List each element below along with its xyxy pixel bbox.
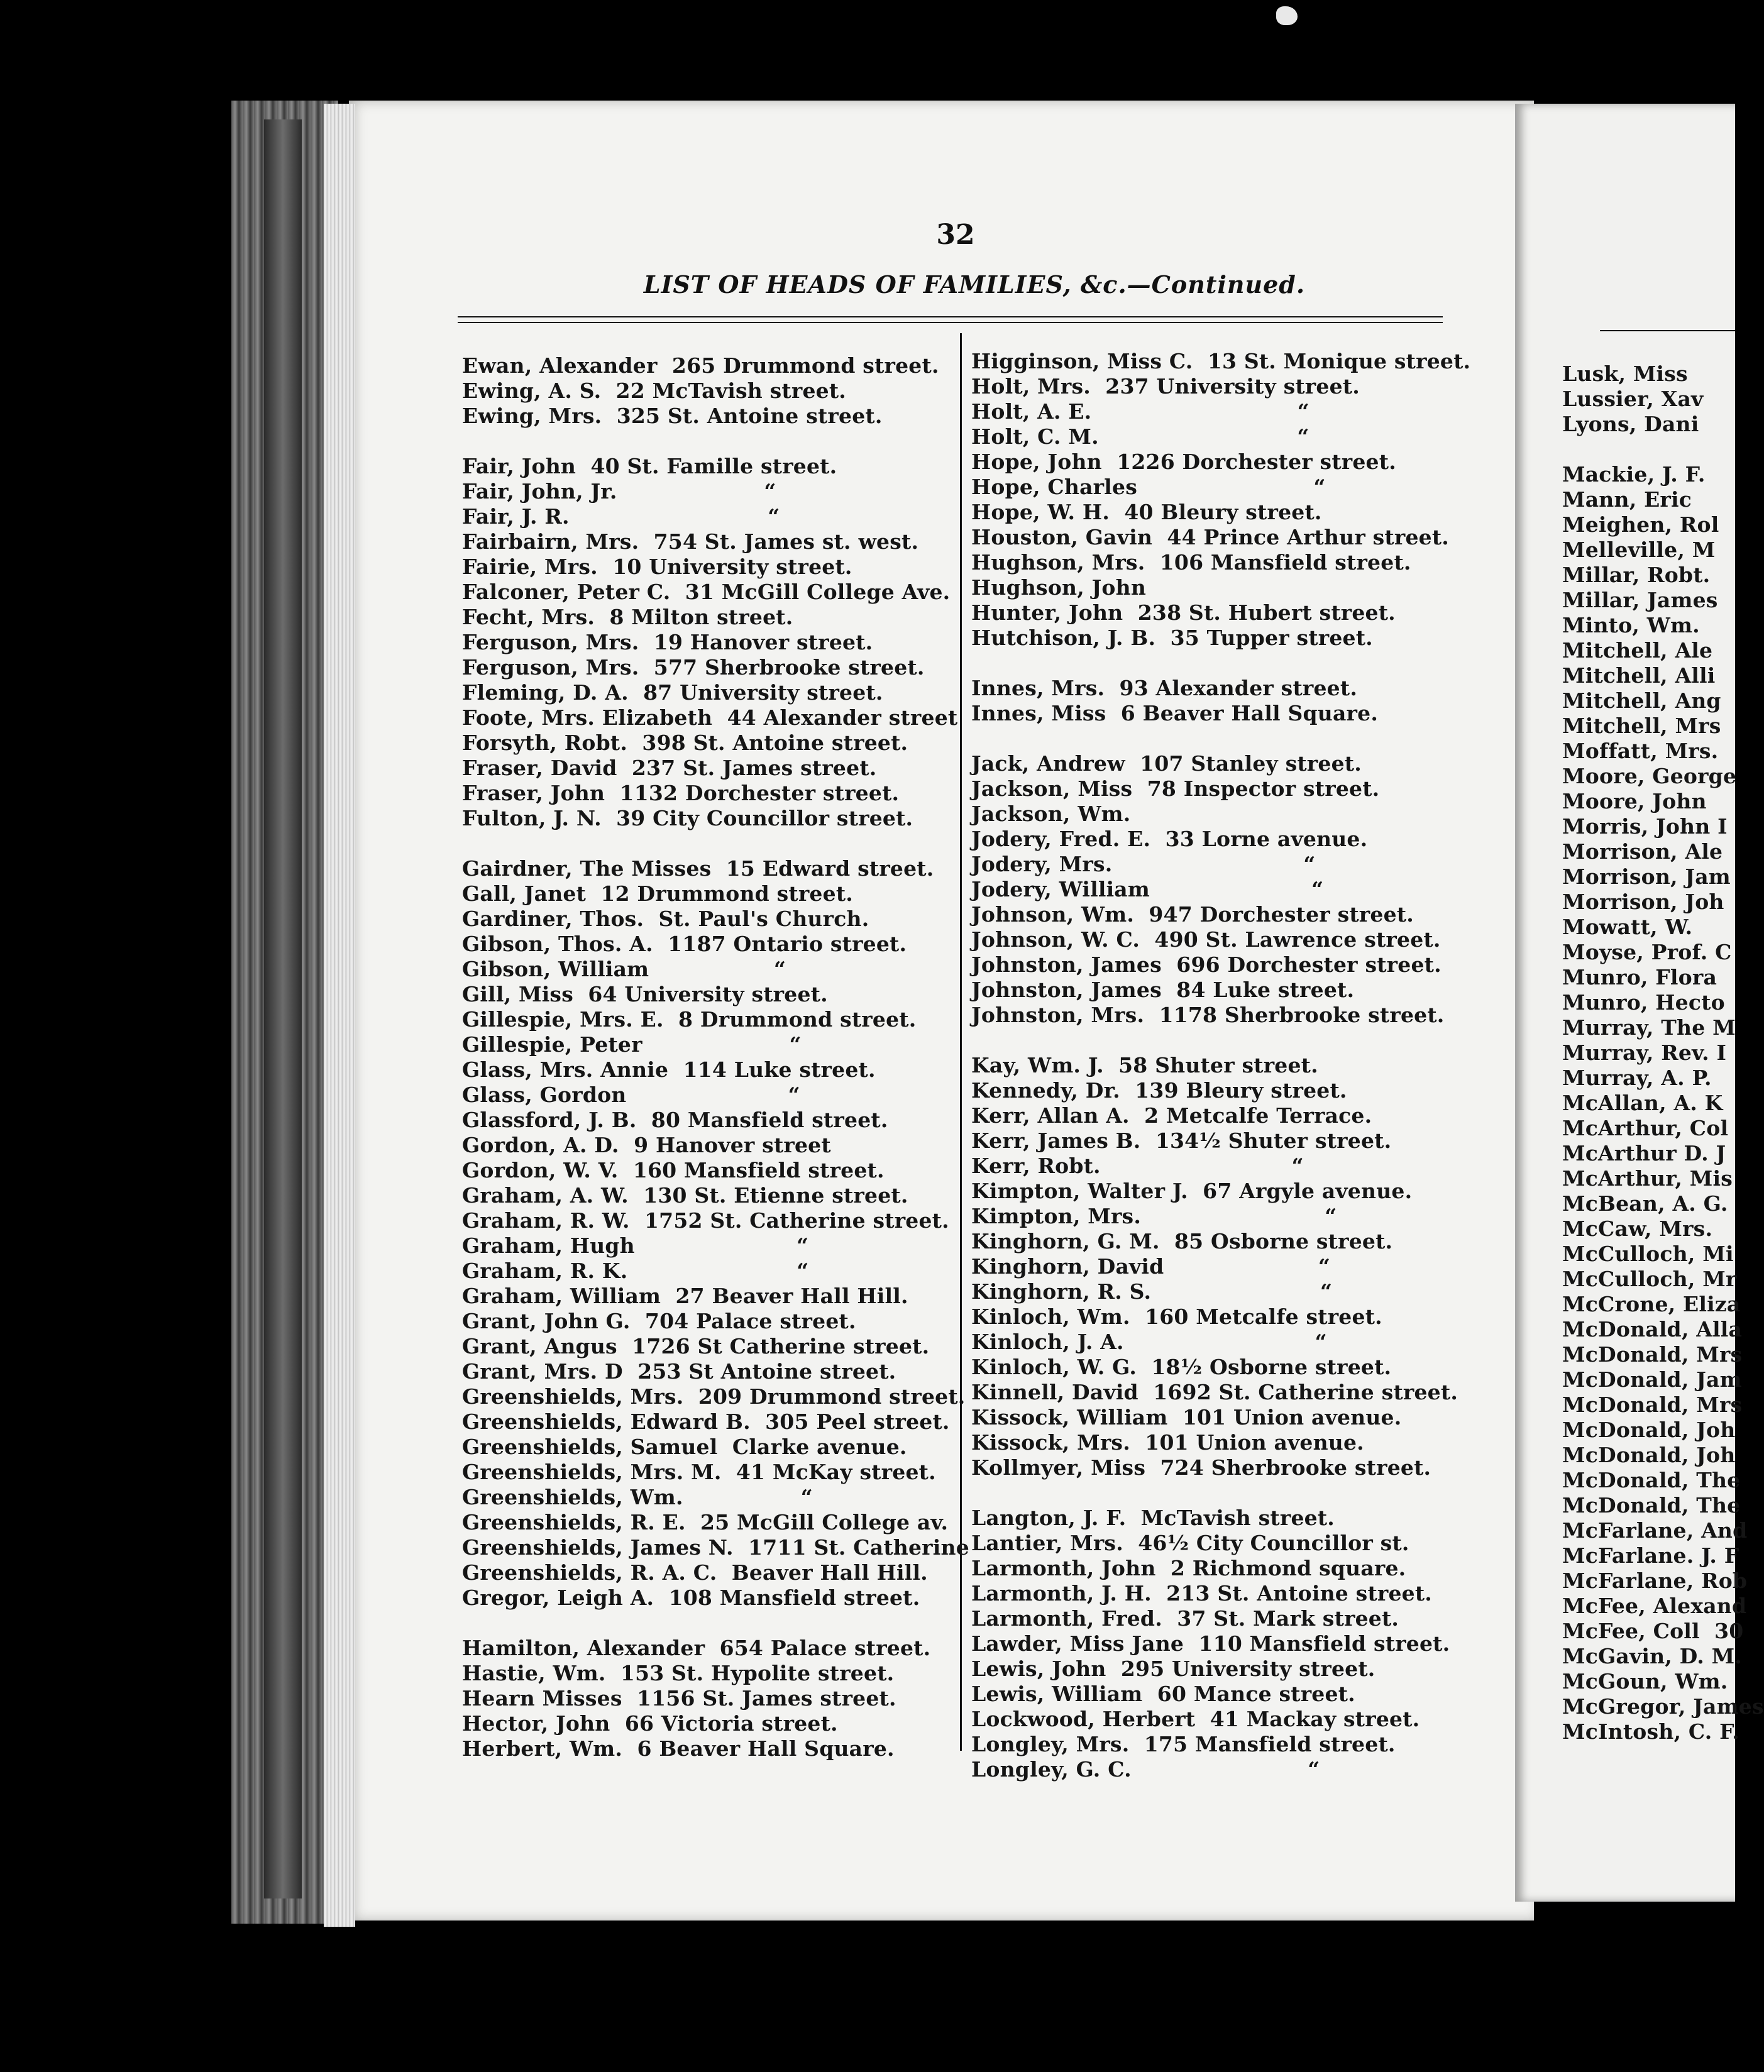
directory-entry: Fleming, D. A. 87 University street. — [462, 680, 883, 705]
directory-entry: Fraser, John 1132 Dorchester street. — [462, 781, 900, 805]
directory-entry: Jackson, Wm. — [971, 802, 1131, 826]
directory-entry: Larmonth, Fred. 37 St. Mark street. — [971, 1606, 1399, 1631]
directory-entry: Lewis, John 295 University street. — [971, 1656, 1375, 1681]
directory-entry: Holt, C. M. “ — [971, 424, 1309, 449]
section-gap — [971, 726, 1470, 751]
directory-entry: Greenshields, Mrs. M. 41 McKay street. — [462, 1460, 936, 1484]
directory-entry: Kinnell, David 1692 St. Catherine street. — [971, 1380, 1458, 1404]
directory-entry: Fair, J. R. “ — [462, 504, 780, 529]
directory-entry: McFee, Alexand — [1562, 1594, 1747, 1618]
directory-entry: Morris, John I — [1562, 814, 1728, 839]
directory-entry: Kimpton, Walter J. 67 Argyle avenue. — [971, 1179, 1413, 1203]
right-page-header-rule — [1600, 330, 1735, 331]
directory-entry: Gall, Janet 12 Drummond street. — [462, 881, 853, 906]
directory-entry: Lantier, Mrs. 46½ City Councillor st. — [971, 1531, 1409, 1555]
directory-entry: Moyse, Prof. C — [1562, 940, 1732, 964]
directory-entry: Greenshields, R. A. C. Beaver Hall Hill. — [462, 1560, 928, 1585]
directory-entry: Johnson, W. C. 490 St. Lawrence street. — [971, 927, 1441, 952]
directory-entry: McGavin, D. M. — [1562, 1644, 1743, 1668]
directory-entry: Gillespie, Mrs. E. 8 Drummond street. — [462, 1007, 917, 1032]
directory-entry: Herbert, Wm. 6 Beaver Hall Square. — [462, 1736, 895, 1761]
header-rule-bottom — [458, 322, 1443, 323]
directory-entry: Larmonth, John 2 Richmond square. — [971, 1556, 1406, 1580]
section-gap — [462, 429, 969, 454]
directory-entry: Holt, A. E. “ — [971, 399, 1309, 424]
directory-entry: Falconer, Peter C. 31 McGill College Ave. — [462, 580, 951, 604]
directory-entry: McFarlane. J. F — [1562, 1543, 1739, 1568]
directory-entry: Mann, Eric — [1562, 487, 1692, 512]
directory-entry: Graham, A. W. 130 St. Etienne street. — [462, 1183, 908, 1208]
directory-entry: Melleville, M — [1562, 537, 1716, 562]
directory-entry: McDonald, Joh — [1562, 1443, 1736, 1467]
directory-entry: Morrison, Joh — [1562, 890, 1724, 914]
directory-entry: Graham, R. W. 1752 St. Catherine street. — [462, 1208, 949, 1233]
directory-entry: Graham, Hugh “ — [462, 1233, 809, 1258]
directory-entry: Kimpton, Mrs. “ — [971, 1204, 1337, 1228]
directory-entry: Larmonth, J. H. 213 St. Antoine street. — [971, 1581, 1433, 1606]
directory-entry: Hope, Charles “ — [971, 475, 1326, 499]
directory-entry: McCulloch, Mr — [1562, 1267, 1737, 1291]
directory-entry: Gregor, Leigh A. 108 Mansfield street. — [462, 1585, 920, 1610]
directory-entry: McArthur D. J — [1562, 1141, 1726, 1166]
directory-entry: Hector, John 66 Victoria street. — [462, 1711, 838, 1736]
directory-entry: Mitchell, Alli — [1562, 663, 1716, 688]
dust-speck — [1276, 6, 1298, 25]
directory-entry: Gillespie, Peter “ — [462, 1032, 802, 1057]
directory-entry: McDonald, The — [1562, 1493, 1741, 1518]
section-gap — [971, 1028, 1470, 1053]
directory-entry: Gibson, William “ — [462, 957, 786, 981]
section-gap — [462, 1611, 969, 1636]
directory-entry: Longley, Mrs. 175 Mansfield street. — [971, 1732, 1396, 1756]
directory-entry: Jodery, Mrs. “ — [971, 852, 1316, 876]
directory-entry: Kinghorn, G. M. 85 Osborne street. — [971, 1229, 1393, 1254]
directory-entry: Holt, Mrs. 237 University street. — [971, 374, 1360, 399]
directory-entry: McCaw, Mrs. — [1562, 1216, 1713, 1241]
directory-entry: Hutchison, J. B. 35 Tupper street. — [971, 625, 1373, 650]
directory-entry: Innes, Mrs. 93 Alexander street. — [971, 676, 1358, 700]
right-page-column — [1562, 361, 1764, 1744]
directory-entry: Mitchell, Ang — [1562, 688, 1721, 713]
directory-entry: Hunter, John 238 St. Hubert street. — [971, 600, 1396, 625]
directory-entry: McArthur, Mis — [1562, 1166, 1733, 1191]
directory-entry: Ferguson, Mrs. 577 Sherbrooke street. — [462, 655, 925, 680]
directory-entry: Lewis, William 60 Mance street. — [971, 1682, 1355, 1706]
running-title: LIST OF HEADS OF FAMILIES, &c.—Continued. — [643, 270, 1306, 299]
directory-entry: Langton, J. F. McTavish street. — [971, 1506, 1335, 1530]
directory-entry: Glassford, J. B. 80 Mansfield street. — [462, 1108, 888, 1132]
directory-entry: McGregor, James — [1562, 1694, 1764, 1719]
directory-entry: Ewing, A. S. 22 McTavish street. — [462, 378, 846, 403]
directory-entry: Fair, John, Jr. “ — [462, 479, 776, 504]
directory-entry: McDonald, Joh — [1562, 1418, 1736, 1442]
directory-entry: Fulton, J. N. 39 City Councillor street. — [462, 806, 913, 830]
directory-entry: Lusk, Miss — [1562, 361, 1688, 386]
directory-entry: Moore, John — [1562, 789, 1707, 813]
page-number: 32 — [936, 219, 975, 251]
directory-entry: Mowatt, W. — [1562, 915, 1693, 939]
directory-entry: Greenshields, Mrs. 209 Drummond street. — [462, 1384, 966, 1409]
directory-entry: Graham, William 27 Beaver Hall Hill. — [462, 1284, 908, 1308]
directory-entry: Johnston, James 84 Luke street. — [971, 978, 1355, 1002]
directory-entry: Kollmyer, Miss 724 Sherbrooke street. — [971, 1455, 1431, 1480]
directory-entry: Mitchell, Mrs — [1562, 714, 1721, 738]
section-gap — [971, 651, 1470, 676]
directory-entry: Hamilton, Alexander 654 Palace street. — [462, 1636, 931, 1660]
directory-entry: Hope, W. H. 40 Bleury street. — [971, 500, 1322, 524]
directory-entry: Glass, Mrs. Annie 114 Luke street. — [462, 1057, 876, 1082]
directory-entry: Ewing, Mrs. 325 St. Antoine street. — [462, 404, 883, 428]
directory-entry: Lussier, Xav — [1562, 387, 1704, 411]
directory-entry: Ewan, Alexander 265 Drummond street. — [462, 353, 939, 378]
directory-entry: Gardiner, Thos. St. Paul's Church. — [462, 907, 869, 931]
directory-entry: Mitchell, Ale — [1562, 638, 1713, 663]
directory-entry: Hearn Misses 1156 St. James street. — [462, 1686, 896, 1711]
directory-entry: Kissock, Mrs. 101 Union avenue. — [971, 1430, 1364, 1455]
directory-entry: Gordon, A. D. 9 Hanover street — [462, 1133, 831, 1157]
directory-entry: Greenshields, R. E. 25 McGill College av. — [462, 1510, 949, 1535]
directory-entry: Johnston, Mrs. 1178 Sherbrooke street. — [971, 1003, 1445, 1027]
directory-entry: Ferguson, Mrs. 19 Hanover street. — [462, 630, 873, 654]
book-spine-shadow — [264, 119, 302, 1898]
directory-entry: Kinghorn, David “ — [971, 1254, 1331, 1279]
directory-entry: McIntosh, C. F. — [1562, 1719, 1740, 1744]
directory-entry: Graham, R. K. “ — [462, 1259, 809, 1283]
directory-entry: Fecht, Mrs. 8 Milton street. — [462, 605, 793, 629]
directory-entry: Gairdner, The Misses 15 Edward street. — [462, 856, 934, 881]
directory-entry: Kay, Wm. J. 58 Shuter street. — [971, 1053, 1318, 1077]
directory-entry: Kissock, William 101 Union avenue. — [971, 1405, 1402, 1430]
middle-column — [971, 349, 1470, 1782]
directory-entry: McAllan, A. K — [1562, 1091, 1723, 1115]
directory-entry: McArthur, Col — [1562, 1116, 1729, 1140]
directory-entry: Lyons, Dani — [1562, 412, 1699, 436]
directory-entry: Greenshields, Samuel Clarke avenue. — [462, 1435, 907, 1459]
directory-entry: Mackie, J. F. — [1562, 462, 1706, 487]
directory-entry: Johnson, Wm. 947 Dorchester street. — [971, 902, 1414, 927]
directory-entry: Fraser, David 237 St. James street. — [462, 756, 877, 780]
directory-entry: Millar, Robt. — [1562, 563, 1711, 587]
directory-entry: McDonald, Jam — [1562, 1367, 1742, 1392]
directory-entry: Grant, Mrs. D 253 St Antoine street. — [462, 1359, 896, 1384]
directory-entry: Millar, James — [1562, 588, 1718, 612]
section-gap — [462, 831, 969, 856]
directory-entry: McFarlane, And — [1562, 1518, 1748, 1543]
directory-entry: Longley, G. C. “ — [971, 1757, 1320, 1782]
directory-entry: Jodery, William “ — [971, 877, 1324, 901]
header-rule-top — [458, 316, 1443, 317]
directory-entry: Innes, Miss 6 Beaver Hall Square. — [971, 701, 1379, 725]
directory-entry: Fairbairn, Mrs. 754 St. James st. west. — [462, 529, 919, 554]
directory-entry: Gill, Miss 64 University street. — [462, 982, 828, 1006]
directory-entry: Gordon, W. V. 160 Mansfield street. — [462, 1158, 885, 1182]
directory-entry: Murray, The M — [1562, 1015, 1736, 1040]
directory-entry: Greenshields, Edward B. 305 Peel street. — [462, 1409, 950, 1434]
directory-entry: McBean, A. G. — [1562, 1191, 1728, 1216]
directory-entry: Higginson, Miss C. 13 St. Monique street. — [971, 349, 1471, 373]
directory-entry: McDonald, Mrs — [1562, 1342, 1743, 1367]
directory-entry: Hastie, Wm. 153 St. Hypolite street. — [462, 1661, 895, 1685]
directory-entry: Meighen, Rol — [1562, 512, 1719, 537]
section-gap — [971, 1480, 1470, 1506]
directory-entry: Kerr, Robt. “ — [971, 1154, 1304, 1178]
directory-entry: McCrone, Eliza — [1562, 1292, 1741, 1316]
directory-entry: Lockwood, Herbert 41 Mackay street. — [971, 1707, 1420, 1731]
directory-entry: Hope, John 1226 Dorchester street. — [971, 449, 1396, 474]
section-gap — [1562, 437, 1764, 462]
directory-entry: Murray, Rev. I — [1562, 1040, 1727, 1065]
directory-entry: Grant, John G. 704 Palace street. — [462, 1309, 856, 1333]
directory-entry: Moore, George — [1562, 764, 1737, 788]
directory-entry: Murray, A. P. — [1562, 1066, 1712, 1090]
directory-entry: McFarlane, Rob — [1562, 1568, 1748, 1593]
directory-entry: Kerr, James B. 134½ Shuter street. — [971, 1128, 1392, 1153]
directory-entry: Hughson, Mrs. 106 Mansfield street. — [971, 550, 1411, 575]
directory-entry: Greenshields, James N. 1711 St. Catherine — [462, 1535, 969, 1560]
directory-entry: Morrison, Jam — [1562, 864, 1731, 889]
directory-entry: Greenshields, Wm. “ — [462, 1485, 813, 1509]
directory-entry: Morrison, Ale — [1562, 839, 1723, 864]
directory-entry: Johnston, James 696 Dorchester street. — [971, 952, 1442, 977]
directory-entry: Kerr, Allan A. 2 Metcalfe Terrace. — [971, 1103, 1372, 1128]
directory-entry: Kinghorn, R. S. “ — [971, 1279, 1333, 1304]
directory-entry: Jodery, Fred. E. 33 Lorne avenue. — [971, 827, 1368, 851]
directory-entry: McDonald, Mrs — [1562, 1392, 1743, 1417]
directory-entry: McGoun, Wm. — [1562, 1669, 1728, 1694]
left-column — [462, 353, 969, 1761]
directory-entry: McCulloch, Mi — [1562, 1242, 1734, 1266]
directory-entry: Hughson, John — [971, 575, 1147, 600]
directory-entry: Glass, Gordon “ — [462, 1083, 800, 1107]
directory-entry: Kennedy, Dr. 139 Bleury street. — [971, 1078, 1347, 1103]
directory-entry: Minto, Wm. — [1562, 613, 1700, 637]
directory-entry: Kinloch, J. A. “ — [971, 1330, 1327, 1354]
directory-entry: McFee, Coll 30 — [1562, 1619, 1744, 1643]
directory-entry: McDonald, The — [1562, 1468, 1741, 1492]
page-edge-strips — [324, 104, 355, 1927]
directory-entry: Forsyth, Robt. 398 St. Antoine street. — [462, 730, 908, 755]
directory-entry: Houston, Gavin 44 Prince Arthur street. — [971, 525, 1449, 549]
directory-entry: Jackson, Miss 78 Inspector street. — [971, 776, 1380, 801]
directory-entry: McDonald, Alla — [1562, 1317, 1743, 1342]
directory-entry: Grant, Angus 1726 St Catherine street. — [462, 1334, 930, 1358]
directory-entry: Jack, Andrew 107 Stanley street. — [971, 751, 1362, 776]
directory-entry: Fair, John 40 St. Famille street. — [462, 454, 837, 478]
directory-entry: Munro, Hecto — [1562, 990, 1725, 1015]
directory-entry: Munro, Flora — [1562, 965, 1717, 989]
directory-entry: Kinloch, Wm. 160 Metcalfe street. — [971, 1304, 1382, 1329]
directory-entry: Lawder, Miss Jane 110 Mansfield street. — [971, 1631, 1450, 1656]
directory-entry: Foote, Mrs. Elizabeth 44 Alexander street — [462, 705, 958, 730]
directory-entry: Kinloch, W. G. 18½ Osborne street. — [971, 1355, 1392, 1379]
directory-entry: Fairie, Mrs. 10 University street. — [462, 554, 852, 579]
directory-entry: Moffatt, Mrs. — [1562, 739, 1719, 763]
directory-entry: Gibson, Thos. A. 1187 Ontario street. — [462, 932, 907, 956]
